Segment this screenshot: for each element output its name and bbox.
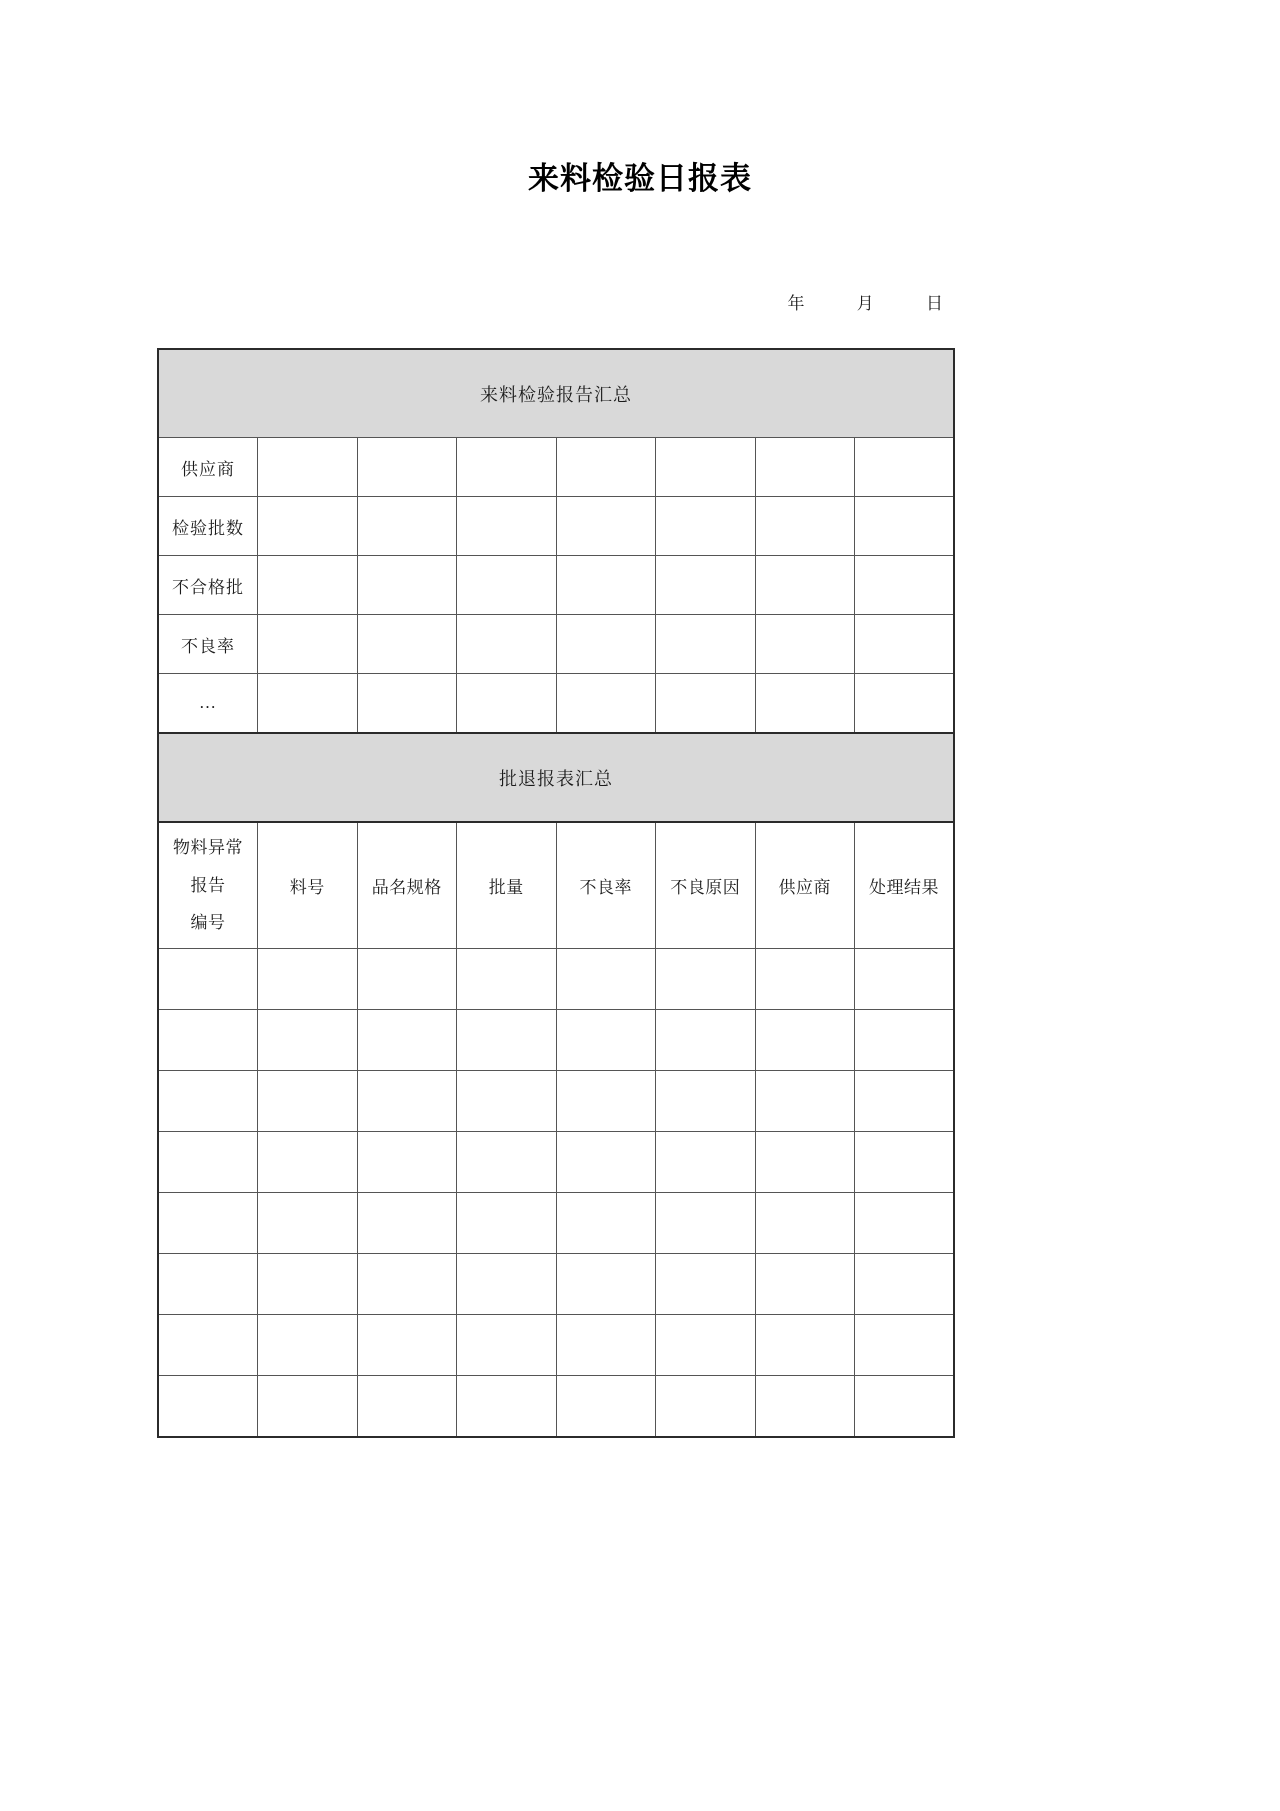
data-input-cell[interactable] [556, 1315, 656, 1376]
data-input-cell[interactable] [556, 1071, 656, 1132]
data-input-cell[interactable] [755, 1376, 855, 1438]
date-month-label: 月 [856, 294, 874, 313]
summary-input-cell[interactable] [755, 497, 855, 556]
data-input-cell[interactable] [755, 949, 855, 1010]
column-header: 品名规格 [357, 822, 457, 949]
data-input-cell[interactable] [656, 949, 756, 1010]
data-input-cell[interactable] [158, 1193, 258, 1254]
summary-input-cell[interactable] [855, 674, 955, 734]
data-input-cell[interactable] [357, 1193, 457, 1254]
summary-input-cell[interactable] [556, 615, 656, 674]
data-input-cell[interactable] [158, 1254, 258, 1315]
data-input-cell[interactable] [258, 1376, 358, 1438]
data-input-cell[interactable] [556, 1254, 656, 1315]
data-input-cell[interactable] [556, 1376, 656, 1438]
table-row [158, 1254, 954, 1315]
summary-row-label: 不合格批 [158, 556, 258, 615]
data-input-cell[interactable] [855, 949, 955, 1010]
summary-input-cell[interactable] [556, 497, 656, 556]
summary-input-cell[interactable] [656, 674, 756, 734]
summary-input-cell[interactable] [357, 674, 457, 734]
data-input-cell[interactable] [357, 949, 457, 1010]
data-input-cell[interactable] [556, 949, 656, 1010]
inspection-report-table [157, 348, 955, 1438]
summary-row [158, 615, 954, 674]
column-header: 供应商 [755, 822, 855, 949]
data-input-cell[interactable] [855, 1376, 955, 1438]
data-input-cell[interactable] [158, 1071, 258, 1132]
data-input-cell[interactable] [258, 949, 358, 1010]
data-input-cell[interactable] [258, 1071, 358, 1132]
data-input-cell[interactable] [357, 1132, 457, 1193]
column-header-material-abnormal-report-no [158, 822, 258, 949]
summary-input-cell[interactable] [457, 497, 557, 556]
summary-input-cell[interactable] [656, 438, 756, 497]
column-header: 料号 [258, 822, 358, 949]
data-input-cell[interactable] [656, 1193, 756, 1254]
date-line [157, 289, 955, 314]
summary-input-cell[interactable] [457, 674, 557, 734]
data-input-cell[interactable] [258, 1010, 358, 1071]
date-year-label: 年 [787, 294, 805, 313]
data-input-cell[interactable] [357, 1010, 457, 1071]
summary-input-cell[interactable] [556, 674, 656, 734]
table-row [158, 949, 954, 1010]
data-input-cell[interactable] [457, 1315, 557, 1376]
data-input-cell[interactable] [855, 1071, 955, 1132]
data-input-cell[interactable] [258, 1315, 358, 1376]
summary-input-cell[interactable] [258, 556, 358, 615]
data-input-cell[interactable] [357, 1254, 457, 1315]
column-header: 处理结果 [855, 822, 955, 949]
column-header: 不良原因 [656, 822, 756, 949]
data-input-cell[interactable] [656, 1132, 756, 1193]
data-input-cell[interactable] [755, 1071, 855, 1132]
data-input-cell[interactable] [158, 1010, 258, 1071]
data-input-cell[interactable] [656, 1315, 756, 1376]
data-input-cell[interactable] [457, 1010, 557, 1071]
summary-row-label: 不良率 [158, 615, 258, 674]
summary-input-cell[interactable] [357, 438, 457, 497]
data-input-cell[interactable] [258, 1132, 358, 1193]
data-input-cell[interactable] [855, 1132, 955, 1193]
table-row [158, 1376, 954, 1438]
section2-column-header-row [158, 822, 954, 949]
summary-input-cell[interactable] [755, 615, 855, 674]
data-input-cell[interactable] [855, 1315, 955, 1376]
section1-heading-row [158, 349, 954, 438]
summary-row-label: 供应商 [158, 438, 258, 497]
data-input-cell[interactable] [755, 1010, 855, 1071]
summary-input-cell[interactable] [755, 556, 855, 615]
summary-input-cell[interactable] [855, 556, 955, 615]
summary-input-cell[interactable] [258, 497, 358, 556]
data-input-cell[interactable] [457, 1071, 557, 1132]
summary-input-cell[interactable] [855, 438, 955, 497]
summary-row [158, 438, 954, 497]
summary-input-cell[interactable] [258, 615, 358, 674]
data-input-cell[interactable] [158, 949, 258, 1010]
summary-input-cell[interactable] [855, 497, 955, 556]
data-input-cell[interactable] [457, 1254, 557, 1315]
summary-row-label: 检验批数 [158, 497, 258, 556]
data-input-cell[interactable] [855, 1254, 955, 1315]
summary-row [158, 556, 954, 615]
table-row [158, 1193, 954, 1254]
table-row [158, 1132, 954, 1193]
date-day-label: 日 [926, 294, 943, 313]
data-input-cell[interactable] [457, 949, 557, 1010]
summary-row [158, 674, 954, 734]
column-header: 不良率 [556, 822, 656, 949]
summary-input-cell[interactable] [656, 497, 756, 556]
summary-input-cell[interactable] [556, 438, 656, 497]
table-row [158, 1071, 954, 1132]
summary-input-cell[interactable] [457, 556, 557, 615]
data-input-cell[interactable] [855, 1193, 955, 1254]
data-input-cell[interactable] [357, 1315, 457, 1376]
data-input-cell[interactable] [656, 1376, 756, 1438]
summary-input-cell[interactable] [357, 497, 457, 556]
summary-input-cell[interactable] [357, 615, 457, 674]
data-input-cell[interactable] [556, 1193, 656, 1254]
table-row [158, 1315, 954, 1376]
summary-input-cell[interactable] [656, 615, 756, 674]
summary-input-cell[interactable] [357, 556, 457, 615]
data-input-cell[interactable] [755, 1132, 855, 1193]
summary-input-cell[interactable] [457, 438, 557, 497]
data-input-cell[interactable] [855, 1010, 955, 1071]
summary-input-cell[interactable] [556, 556, 656, 615]
data-input-cell[interactable] [656, 1071, 756, 1132]
data-input-cell[interactable] [656, 1254, 756, 1315]
summary-row [158, 497, 954, 556]
page-title: 来料检验日报表 [528, 161, 752, 196]
summary-input-cell[interactable] [656, 556, 756, 615]
section1-heading: 来料检验报告汇总 [158, 349, 954, 438]
summary-input-cell[interactable] [258, 438, 358, 497]
column-header-line-1: 物料异常报告 [173, 838, 243, 895]
data-input-cell[interactable] [755, 1193, 855, 1254]
table-row [158, 1010, 954, 1071]
summary-input-cell[interactable] [755, 438, 855, 497]
summary-input-cell[interactable] [457, 615, 557, 674]
data-input-cell[interactable] [357, 1071, 457, 1132]
data-input-cell[interactable] [457, 1376, 557, 1438]
summary-input-cell[interactable] [755, 674, 855, 734]
summary-row-label: … [158, 674, 258, 734]
column-header-line-2: 编号 [190, 913, 226, 933]
data-input-cell[interactable] [556, 1132, 656, 1193]
data-input-cell[interactable] [755, 1315, 855, 1376]
data-input-cell[interactable] [158, 1315, 258, 1376]
data-input-cell[interactable] [158, 1132, 258, 1193]
data-input-cell[interactable] [258, 1254, 358, 1315]
data-input-cell[interactable] [755, 1254, 855, 1315]
section2-heading-row [158, 733, 954, 822]
data-input-cell[interactable] [457, 1132, 557, 1193]
column-header: 批量 [457, 822, 557, 949]
data-input-cell[interactable] [457, 1193, 557, 1254]
data-input-cell[interactable] [357, 1376, 457, 1438]
data-input-cell[interactable] [556, 1010, 656, 1071]
summary-input-cell[interactable] [855, 615, 955, 674]
section2-heading: 批退报表汇总 [158, 733, 954, 822]
data-input-cell[interactable] [158, 1376, 258, 1438]
data-input-cell[interactable] [258, 1193, 358, 1254]
data-input-cell[interactable] [656, 1010, 756, 1071]
summary-input-cell[interactable] [258, 674, 358, 734]
